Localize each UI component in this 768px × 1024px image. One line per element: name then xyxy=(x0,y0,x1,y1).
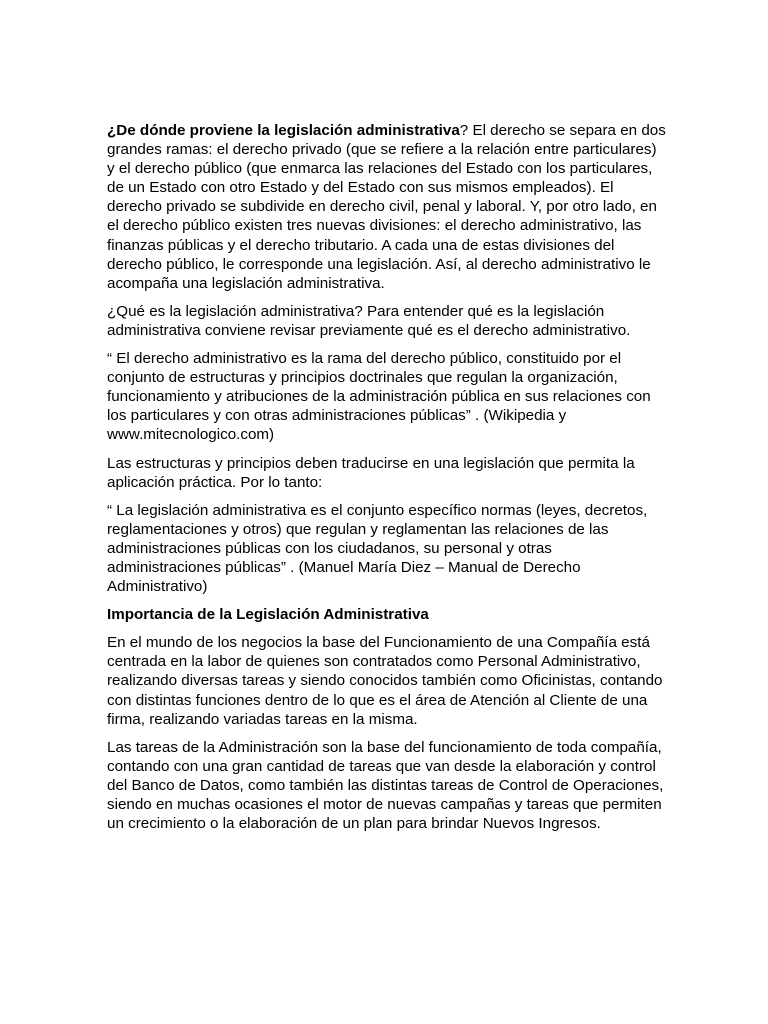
quote-derecho-administrativo: “ El derecho administrativo es la rama del derecho público, constituido por el conjunto de estructuras y principios doctrinales que regulan la organización, funcionamiento y atribuciones de la administración pública en sus relaciones con los particulares y con otras administraciones públicas” . (Wikipedia y www.mitecnologico.com) xyxy=(107,350,651,444)
section-heading: Importancia de la Legislación Administrativa xyxy=(107,606,429,624)
document-page xyxy=(107,121,667,842)
quote-legislacion-administrativa: “ La legislación administrativa es el conjunto específico normas (leyes, decretos, reglamentaciones y otros) que regulan y reglamentan las relaciones de las administraciones públicas con los ciudadanos, su personal y otras administraciones públicas” . (Manuel María Diez – Manual de Derecho Administrativo) xyxy=(107,501,648,596)
paragraph-structures: Las estructuras y principios deben traducirse en una legislación que permita la aplicación práctica. Por lo tanto: xyxy=(107,454,635,491)
origin-answer-text: ? El derecho se separa en dos grandes ramas: el derecho privado (que se refiere a la relación entre particulares) y el derecho público (que enmarca las relaciones del Estado con los particulares, de un Estado con otro Estado y del Estado con sus mismos empleados). El derecho privado se subdivide en derecho civil, penal y laboral. Y, por otro lado, en el derecho público existen tres nuevas divisiones: el derecho administrativo, las finanzas públicas y el derecho tributario. A cada una de estas divisiones del derecho público, le corresponde una legislación. Así, al derecho administrativo le acompaña una legislación administrativa. xyxy=(107,122,666,292)
paragraph-definition-intro: ¿Qué es la legislación administrativa? Para entender qué es la legislación administrativa conviene revisar previamente qué es el derecho administrativo. xyxy=(107,302,631,339)
paragraph-business-world: En el mundo de los negocios la base del Funcionamiento de una Compañía está centrada en la labor de quienes son contratados como Personal Administrativo, realizando diversas tareas y siendo conocidos también como Oficinistas, contando con distintas funciones dentro de lo que es el área de Atención al Cliente de una firma, realizando variadas tareas en la misma. xyxy=(107,634,663,728)
origin-question-bold: ¿De dónde proviene la legislación administrativa xyxy=(107,122,460,139)
paragraph-admin-tasks: Las tareas de la Administración son la base del funcionamiento de toda compañía, contando con una gran cantidad de tareas que van desde la elaboración y control del Banco de Datos, como también las distintas tareas de Control de Operaciones, siendo en muchas ocasiones el motor de nuevas campañas y tareas que permiten un crecimiento o la elaboración de un plan para brindar Nuevos Ingresos. xyxy=(107,738,664,833)
paragraph-origin xyxy=(107,121,667,293)
